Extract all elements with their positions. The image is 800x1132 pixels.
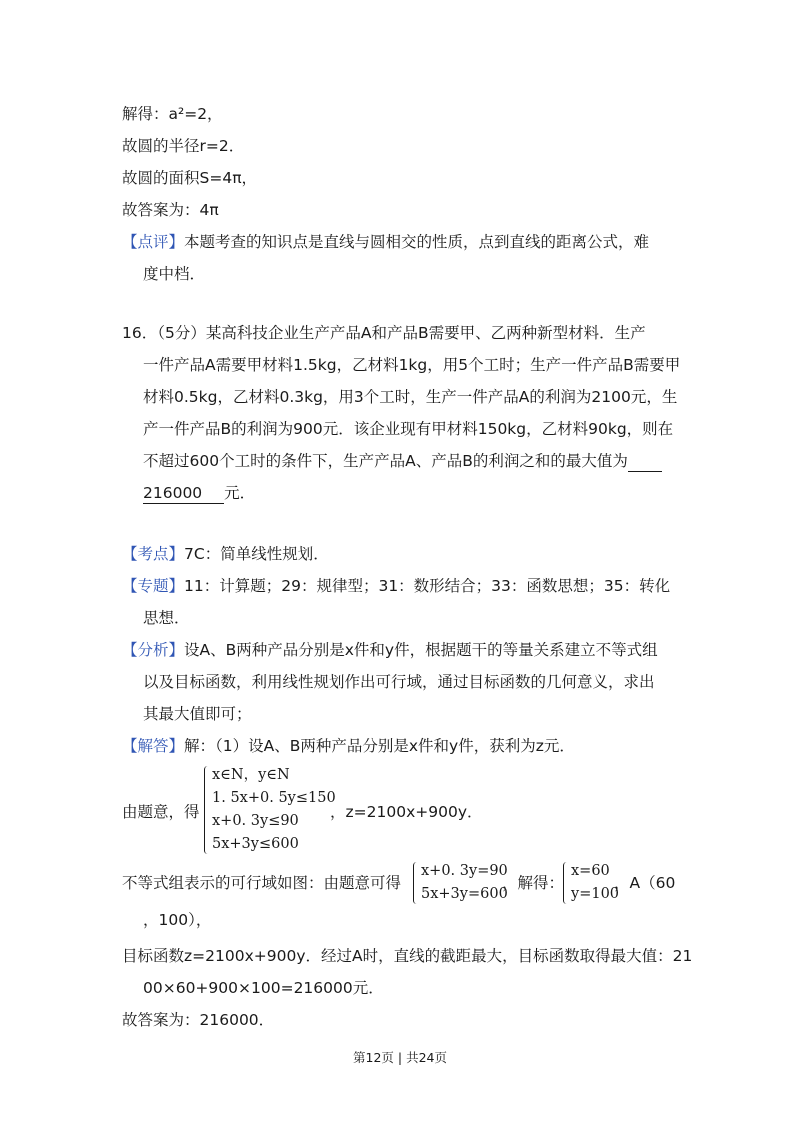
question-text: 不超过600个工时的条件下，生产产品A、产品B的利润之和的最大值为 [143,452,628,470]
question-line [143,451,662,472]
zhuanti-line [122,576,670,596]
answer-blank: 216000 [143,483,224,504]
point-a-cont: ，100）， [143,911,212,929]
kaodian-text: 7C：简单线性规划． [184,545,329,563]
fenxi-line: 其最大值即可； [143,705,252,723]
zhuanti-line: 思想． [143,609,190,627]
system-row: y=100 [571,886,620,902]
comment-tag: 【点评】 [122,233,185,251]
kaodian-tag: 【考点】 [122,545,185,563]
comment-line [122,232,649,252]
system-row: x∈N，y∈N [212,767,290,783]
target-line: 目标函数z=2100x+900y．经过A时，直线的截距最大，目标函数取得最大值：21 [122,947,693,965]
system-row: x=60 [571,863,610,879]
page-number: 第12页 [353,1050,394,1065]
system-prefix: 由题意，得 [122,803,200,821]
kaodian-line [122,544,329,564]
comment-text: 本题考查的知识点是直线与圆相交的性质，点到直线的距离公式，难 [184,233,650,251]
system-row: x+0. 3y=90 [421,863,508,879]
jieda-text: 解：（1）设A、B两种产品分别是x件和y件，获利为z元． [184,737,575,755]
zhuanti-text: 11：计算题；29：规律型；31：数形结合；33：函数思想；35：转化 [184,577,671,595]
jieda-tag: 【解答】 [122,737,185,755]
system-row: x+0. 3y≤90 [212,813,299,829]
zhuanti-tag: 【专题】 [122,577,185,595]
final-answer: 故答案为：216000． [122,1011,275,1029]
solution-line: 故圆的半径r=2． [122,137,245,155]
system-row: 5x+3y≤600 [212,836,299,852]
system-row: 5x+3y=600 [421,886,508,902]
fenxi-text: 设A、B两种产品分别是x件和y件，根据题干的等量关系建立不等式组 [184,641,658,659]
fenxi-line: 以及目标函数，利用线性规划作出可行域，通过目标函数的几何意义，求出 [143,673,655,691]
target-line: 00×60+900×100=216000元． [143,979,384,997]
fenxi-tag: 【分析】 [122,641,185,659]
system-brace [563,862,570,904]
question-line: 16．（5分）某高科技企业生产产品A和产品B需要甲、乙两种新型材料．生产 [122,324,646,342]
point-a: ，A（60 [614,874,676,892]
solution-line: 故圆的面积S=4π， [122,169,258,187]
feasible-prefix: 不等式组表示的可行域如图：由题意可得 [122,874,402,892]
comment-line: 度中档． [143,265,206,283]
page-total: 共24页 [406,1050,447,1065]
system-brace [204,766,211,854]
question-line: 一件产品A需要甲材料1.5kg，乙材料1kg，用5个工时；生产一件产品B需要甲 [143,356,681,374]
fenxi-line [122,640,658,660]
question-line: 材料0.5kg，乙材料0.3kg，用3个工时，生产一件产品A的利润为2100元，生 [143,388,678,406]
solution-line: 故答案为：4π [122,201,219,219]
footer-separator: | [397,1050,403,1065]
solve-label: ，解得： [502,874,565,892]
system-row: 1. 5x+0. 5y≤150 [212,790,336,806]
jieda-line [122,736,575,756]
page-footer [0,1048,800,1066]
system-brace [413,862,420,904]
question-line: 产一件产品B的利润为900元．该企业现有甲材料150kg，乙材料90kg，则在 [143,420,674,438]
objective-text: ，z=2100x+900y． [330,803,483,821]
solution-line: 解得：a²=2， [122,105,223,123]
answer-unit: 元． [224,484,256,502]
answer-line [143,483,255,504]
